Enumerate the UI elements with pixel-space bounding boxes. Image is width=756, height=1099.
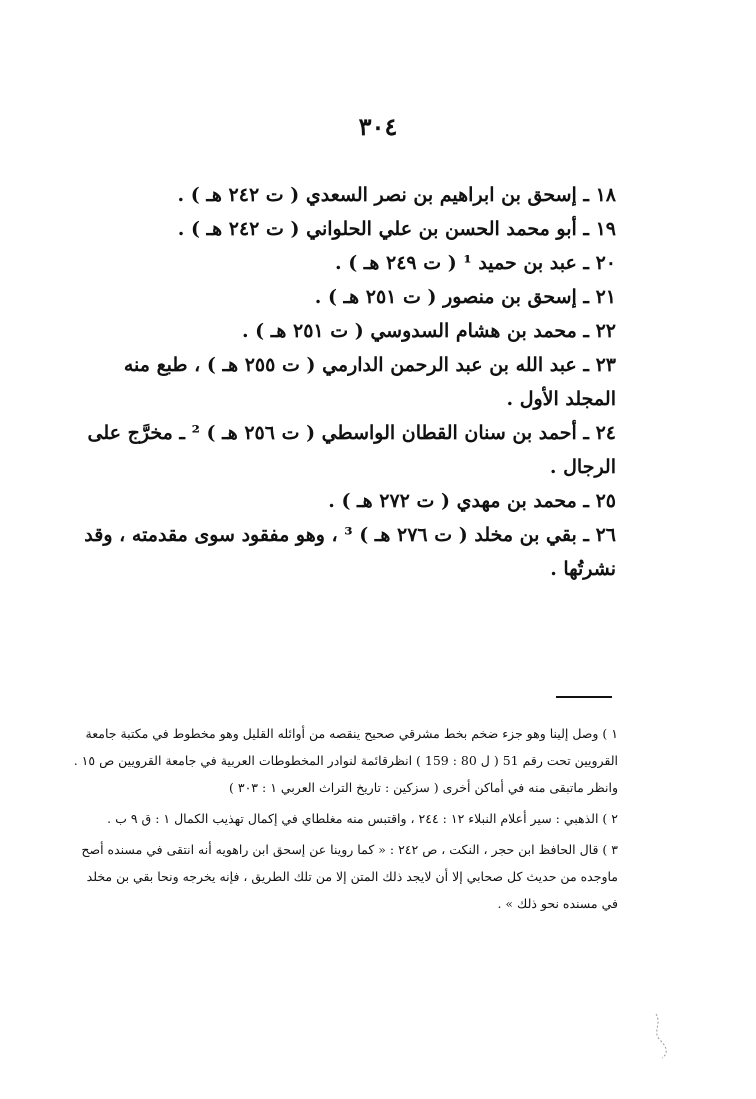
- list-item: ٢٦ ـ بقي بن مخلد ( ت ٢٧٦ هـ ) ³ ، وهو مفقود سوى مقدمته ، وقد نشرتُها .: [84, 524, 616, 580]
- footnote: ٣ ) قال الحافظ ابن حجر ، النكت ، ص ٢٤٢ : « كما روينا عن إسحق ابن راهويه أنه انتقى في مسنده أصح ماوجده من حديث كل صحابي إلا أن لايجد ذلك المتن إلا من تلك الطريق ، فإنه يخرجه ونحا بقي بن مخلد في مسنده نحو ذلك » .: [81, 842, 618, 911]
- footnote: ٢ ) الذهبي : سير أعلام النبلاء ١٢ : ٢٤٤ ، واقتبس منه مغلطاي في إكمال تهذيب الكمال ١ : ق ٩ ب .: [107, 811, 618, 826]
- list-item: ٢٢ ـ محمد بن هشام السدوسي ( ت ٢٥١ هـ ) .: [241, 320, 616, 342]
- list-item: ١٨ ـ إسحق بن ابراهيم بن نصر السعدي ( ت ٢٤٢ هـ ) .: [177, 184, 616, 206]
- list-item: ٢١ ـ إسحق بن منصور ( ت ٢٥١ هـ ) .: [314, 286, 616, 308]
- list-item: ٢٤ ـ أحمد بن سنان القطان الواسطي ( ت ٢٥٦ هـ ) ² ـ مخرَّج على الرجال .: [87, 422, 616, 478]
- list-item: ١٩ ـ أبو محمد الحسن بن علي الحلواني ( ت ٢٤٢ هـ ) .: [177, 218, 616, 240]
- list-item: ٢٠ ـ عبد بن حميد ¹ ( ت ٢٤٩ هـ ) .: [334, 252, 616, 274]
- list-item: ٢٥ ـ محمد بن مهدي ( ت ٢٧٢ هـ ) .: [328, 490, 616, 512]
- list-item: ٢٣ ـ عبد الله بن عبد الرحمن الدارمي ( ت ٢٥٥ هـ ) ، طبع منه المجلد الأول .: [123, 354, 616, 410]
- entry-list: [68, 178, 616, 586]
- footnote: ١ ) وصل إلينا وهو جزء ضخم بخط مشرقي صحيح ينقصه من أوائله القليل وهو مخطوط في مكتبة جامعة القرويين تحت رقم 51 ( ل 80 : 159 ) انظرقائمة لنوادر المخطوطات العربية في جامعة القرويين ص ١٥ . وانظر ماتبقى منه في أماكن أخرى ( سزكين : تاريخ التراث العربي ١ : ٣٠٣ ): [73, 726, 618, 795]
- page-number: ٣٠٤: [358, 112, 398, 141]
- footnotes: [70, 720, 618, 921]
- scan-mark: [648, 1010, 678, 1060]
- footnote-divider: [556, 696, 612, 698]
